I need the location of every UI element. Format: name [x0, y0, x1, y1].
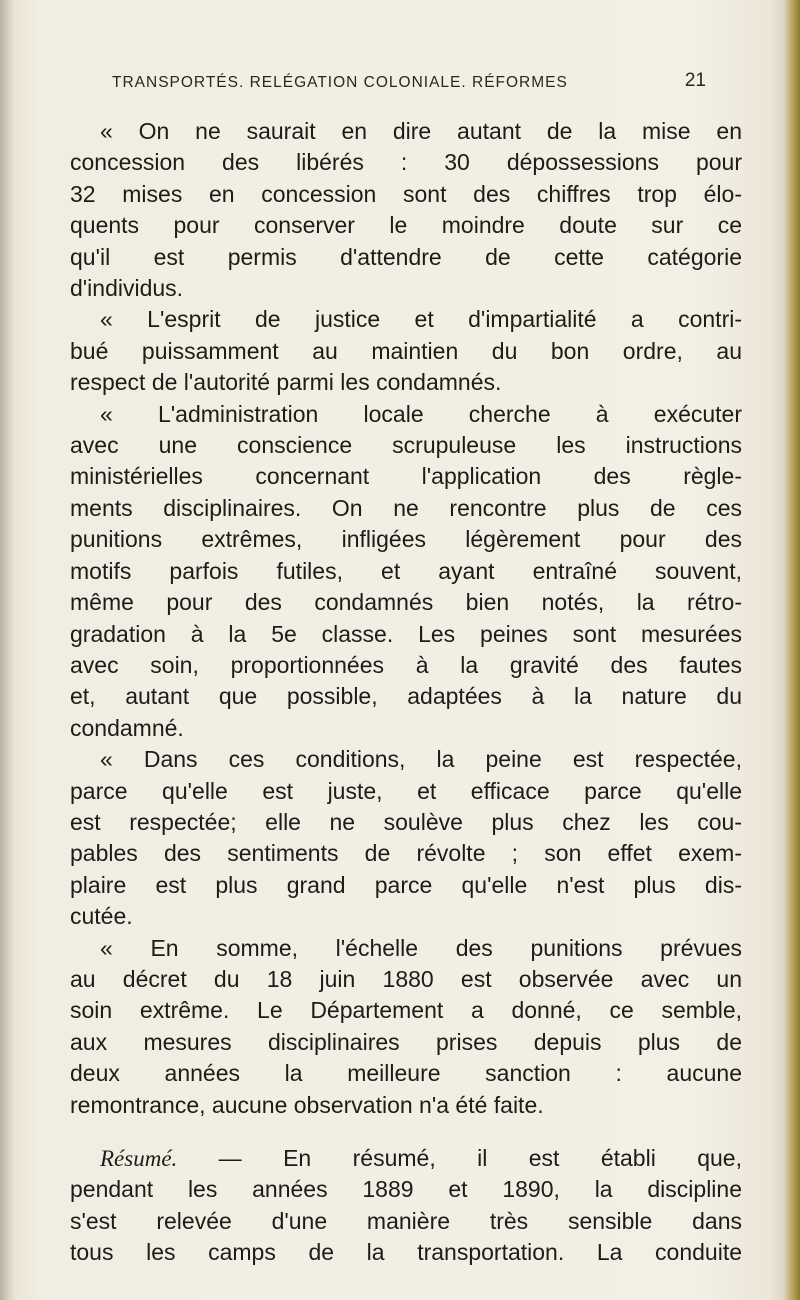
text-line: cutée.: [70, 903, 133, 930]
page-right-edge: [784, 0, 800, 1300]
text-line: « On ne saurait en dire autant de la mise en: [100, 118, 742, 144]
text-line: tous les camps de la transportation. La conduite: [70, 1239, 742, 1266]
text-line: « L'esprit de justice et d'impartialité a contri-: [100, 306, 742, 333]
resume-first-line: [70, 1143, 742, 1174]
text-line: ministérielles concernant l'application des règle-: [70, 463, 742, 490]
text-line: remontrance, aucune observation n'a été faite.: [70, 1091, 544, 1118]
text-line: soin extrême. Le Département a donné, ce semble,: [70, 997, 742, 1024]
body-text: [70, 116, 742, 1269]
page-left-shadow: [0, 0, 14, 1300]
text-line: parce qu'elle est juste, et efficace parce qu'elle: [70, 777, 742, 804]
text-line: ments disciplinaires. On ne rencontre plus de ces: [70, 494, 742, 521]
resume-first-line-text: — En résumé, il est établi que,: [177, 1145, 742, 1171]
text-line: « L'administration locale cherche à exécuter: [100, 400, 742, 427]
text-line: au décret du 18 juin 1880 est observée avec un: [70, 965, 742, 992]
text-line: d'individus.: [70, 275, 184, 302]
text-line: motifs parfois futiles, et ayant entraîné souvent,: [70, 557, 742, 584]
text-line: bué puissamment au maintien du bon ordre, au: [70, 337, 742, 364]
text-line: s'est relevée d'une manière très sensible dans: [70, 1207, 742, 1234]
text-line: pendant les années 1889 et 1890, la discipline: [70, 1176, 742, 1203]
text-line: gradation à la 5e classe. Les peines sont mesurées: [70, 620, 742, 647]
text-line: quents pour conserver le moindre doute sur ce: [70, 212, 742, 239]
text-line: deux années la meilleure sanction : aucune: [70, 1060, 742, 1087]
text-line: 32 mises en concession sont des chiffres trop élo-: [70, 180, 742, 207]
text-line: qu'il est permis d'attendre de cette catégorie: [70, 243, 742, 270]
resume-section: [70, 1143, 742, 1269]
text-line: avec une conscience scrupuleuse les instructions: [70, 432, 742, 459]
text-line: concession des libérés : 30 dépossessions pour: [70, 149, 742, 176]
paragraph-lines: [70, 116, 742, 1121]
text-line: punitions extrêmes, infligées légèrement pour des: [70, 526, 742, 553]
text-line: est respectée; elle ne soulève plus chez les cou-: [70, 808, 742, 835]
text-line: plaire est plus grand parce qu'elle n'est plus dis-: [70, 871, 742, 898]
text-line: « Dans ces conditions, la peine est respectée,: [100, 746, 742, 773]
page-number: 21: [684, 70, 706, 91]
text-line: aux mesures disciplinaires prises depuis plus de: [70, 1028, 742, 1055]
text-line: respect de l'autorité parmi les condamnés.: [70, 369, 502, 396]
text-line: pables des sentiments de révolte ; son effet exem-: [70, 840, 742, 867]
running-title: TRANSPORTÉS. RELÉGATION COLONIALE. RÉFORMES: [112, 74, 568, 91]
text-line: « En somme, l'échelle des punitions prévues: [100, 934, 742, 961]
running-header: [112, 70, 712, 92]
text-line: avec soin, proportionnées à la gravité des fautes: [70, 651, 742, 678]
text-line: et, autant que possible, adaptées à la nature du: [70, 683, 742, 710]
section-gap: [70, 1121, 742, 1143]
resume-label: Résumé.: [100, 1146, 178, 1171]
text-line: même pour des condamnés bien notés, la rétro-: [70, 589, 742, 616]
text-line: condamné.: [70, 714, 184, 741]
